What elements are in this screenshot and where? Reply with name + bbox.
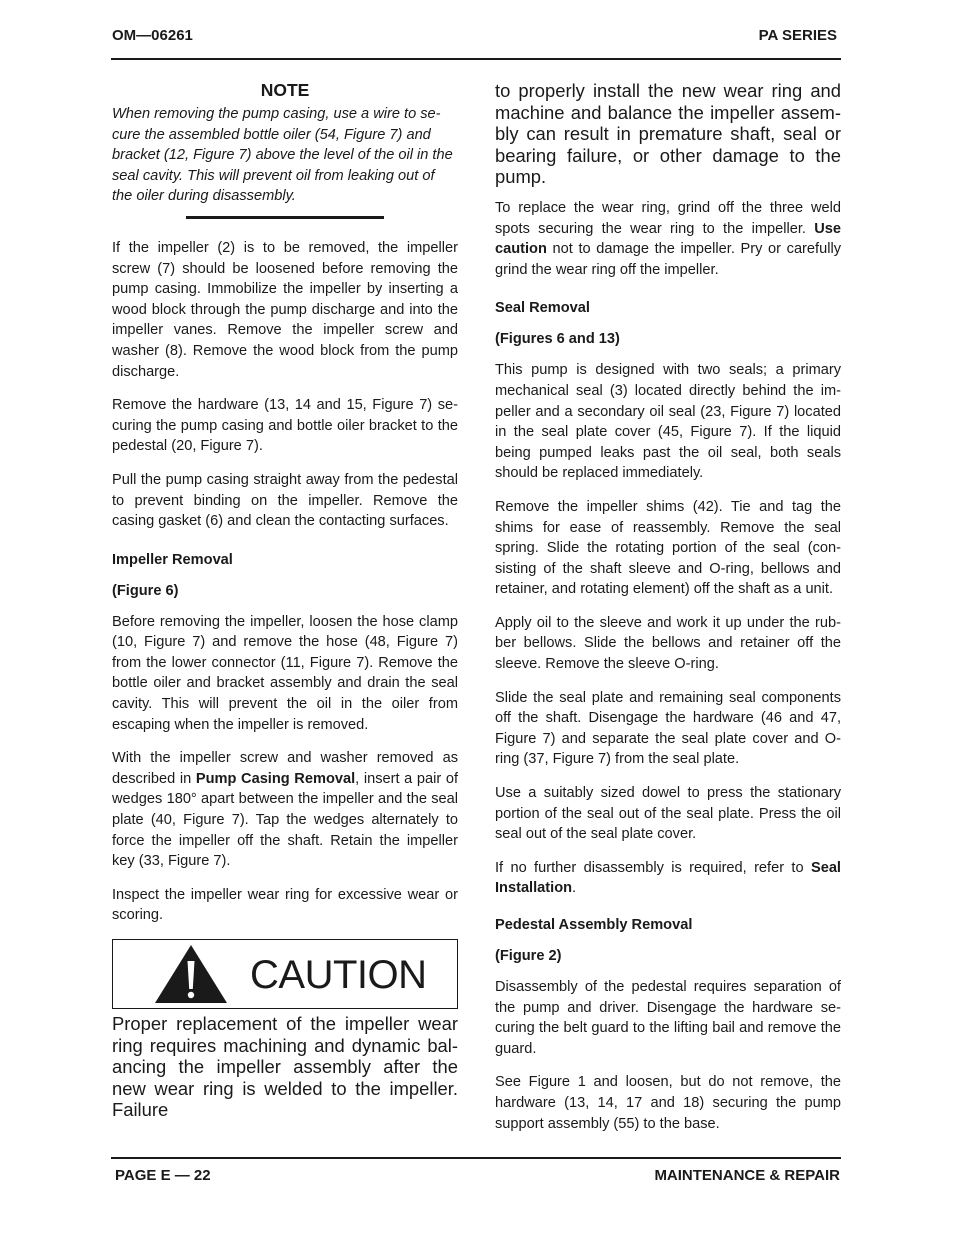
impeller-removal-figure-ref: (Figure 6) xyxy=(112,582,179,599)
note-text: When removing the pump casing, use a wire to secure the assembled bottle oiler (54, Figure 7) and bracket (12, Figure 7) above the level of the oil in the seal cavity. This will prevent oil from leaking out of the oiler during disassembly. xyxy=(112,106,453,205)
warning-triangle-icon xyxy=(153,943,229,1005)
right-column xyxy=(495,80,841,1147)
paragraph-dowel: Use a suitably sized dowel to press the stationary portion of the seal out of the seal plate. Press the oil seal out of the seal plate cover. xyxy=(495,785,841,843)
paragraph-impeller-screw: If the impeller (2) is to be removed, the impeller screw (7) should be loosened before removing the pump casing. Immobilize the impeller by inserting a wood block through the pump discharge and into the impeller vanes. Remove the impeller screw and washer (8). Remove the wood block from the pump discharge. xyxy=(112,239,458,380)
series-name: PA SERIES xyxy=(758,27,837,44)
paragraph-remove-hardware: Remove the hardware (13, 14 and 15, Figure 7) securing the pump casing and bottle oiler bracket to the pedestal (20, Figure 7). xyxy=(112,397,458,455)
impeller-removal-heading: Impeller Removal xyxy=(112,551,233,568)
paragraph-loosen-hardware: See Figure 1 and loosen, but do not remove, the hardware (13, 14, 17 and 18) securing the pump support assembly (55) to the base. xyxy=(495,1074,841,1132)
seal-removal-heading: Seal Removal xyxy=(495,300,590,317)
paragraph-remove-shims: Remove the impeller shims (42). Tie and tag the shims for ease of reassembly. Remove the seal spring. Slide the rotating portion of the seal (consisting of the shaft sleeve and O-ring, bellows and retainer, and rotating element) off the shaft as a unit. xyxy=(495,498,841,598)
document-number: OM​​—06261 xyxy=(112,27,193,44)
paragraph-pedestal-disassembly: Disassembly of the pedestal requires separation of the pump and driver. Disengage the hardware securing the belt guard to the lifting bail and remove the guard. xyxy=(495,979,841,1057)
pedestal-removal-figure-ref: (Figure 2) xyxy=(495,948,562,964)
paragraph-replace-wear-ring: To replace the wear ring, grind off the three weld spots securing the wear ring to the impeller. Use caution not to damage the impeller. Pry or carefully grind the wear ring off the impeller. xyxy=(495,199,841,278)
caution-text: Proper replacement of the impeller wear ring requires machining and dynamic balancing the impeller assembly after the new wear ring is welded to the impeller. Failure xyxy=(112,1013,458,1121)
note-title: NOTE xyxy=(260,80,310,100)
page-number: PAGE E — 22 xyxy=(115,1167,211,1184)
seal-installation-ref: Seal Installation xyxy=(495,859,841,897)
paragraph-seal-design: This pump is designed with two seals; a primary mechanical seal (3) located directly behind the impeller and a secondary oil seal (23, Figure 7) located in the seal plate cover (45, Figure 7). If the liquid being pumped leaks past the oil seal, both seals should be replaced immediately. xyxy=(495,362,841,482)
section-name: MAINTENANCE & REPAIR xyxy=(654,1167,840,1184)
header-rule xyxy=(111,58,841,60)
paragraph-remove-oiler: Before removing the impeller, loosen the hose clamp (10, Figure 7) and remove the hose (48, Figure 7) from the lower connector (11, Figure 7). Remove the bottle oiler and bracket assembly and drain the seal cavity. This will prevent the oil in the oiler from escaping when the impeller is removed. xyxy=(112,613,458,733)
pedestal-removal-heading: Pedestal Assembly Removal xyxy=(495,917,693,933)
footer-rule xyxy=(111,1157,841,1159)
paragraph-inspect-wear-ring: Inspect the impeller wear ring for excessive wear or scoring. xyxy=(112,886,458,924)
note-divider xyxy=(186,216,384,219)
paragraph-wedges: With the impeller screw and washer removed as described in Pump Casing Removal, insert a pair of wedges 180° apart between the impeller and the seal plate (40, Figure 7). Tap the wedges alternately to force the impeller off the shaft. Retain the impeller key (33, Figure 7). xyxy=(112,750,458,870)
left-column xyxy=(112,80,458,1129)
caution-label: CAUTION xyxy=(250,953,427,997)
paragraph-slide-seal-plate: Slide the seal plate and remaining seal components off the shaft. Disengage the hardware (46 and 47, Figure 7) and separate the seal plate cover and O-ring (37, Figure 7) from the seal plate. xyxy=(495,689,841,768)
paragraph-seal-installation-ref: If no further disassembly is required, refer to Seal Installation. xyxy=(495,859,841,897)
pump-casing-removal-ref: Pump Casing Removal xyxy=(195,770,356,787)
seal-removal-figure-ref: (Figures 6 and 13) xyxy=(495,331,620,348)
paragraph-pull-casing: Pull the pump casing straight away from the pedestal to prevent binding on the impeller. Remove the casing gasket (6) and clean the contacting surfaces. xyxy=(112,471,458,530)
caution-box xyxy=(112,939,458,1009)
paragraph-apply-oil: Apply oil to the sleeve and work it up under the rubber bellows. Slide the bellows and retainer off the sleeve. Remove the sleeve O-ring. xyxy=(495,614,841,673)
caution-text-continued: to properly install the new wear ring and machine and balance the impeller assembly can result in premature shaft, seal or bearing failure, or other damage to the pump. xyxy=(495,80,841,188)
use-caution-emphasis: Use caution xyxy=(495,220,841,258)
